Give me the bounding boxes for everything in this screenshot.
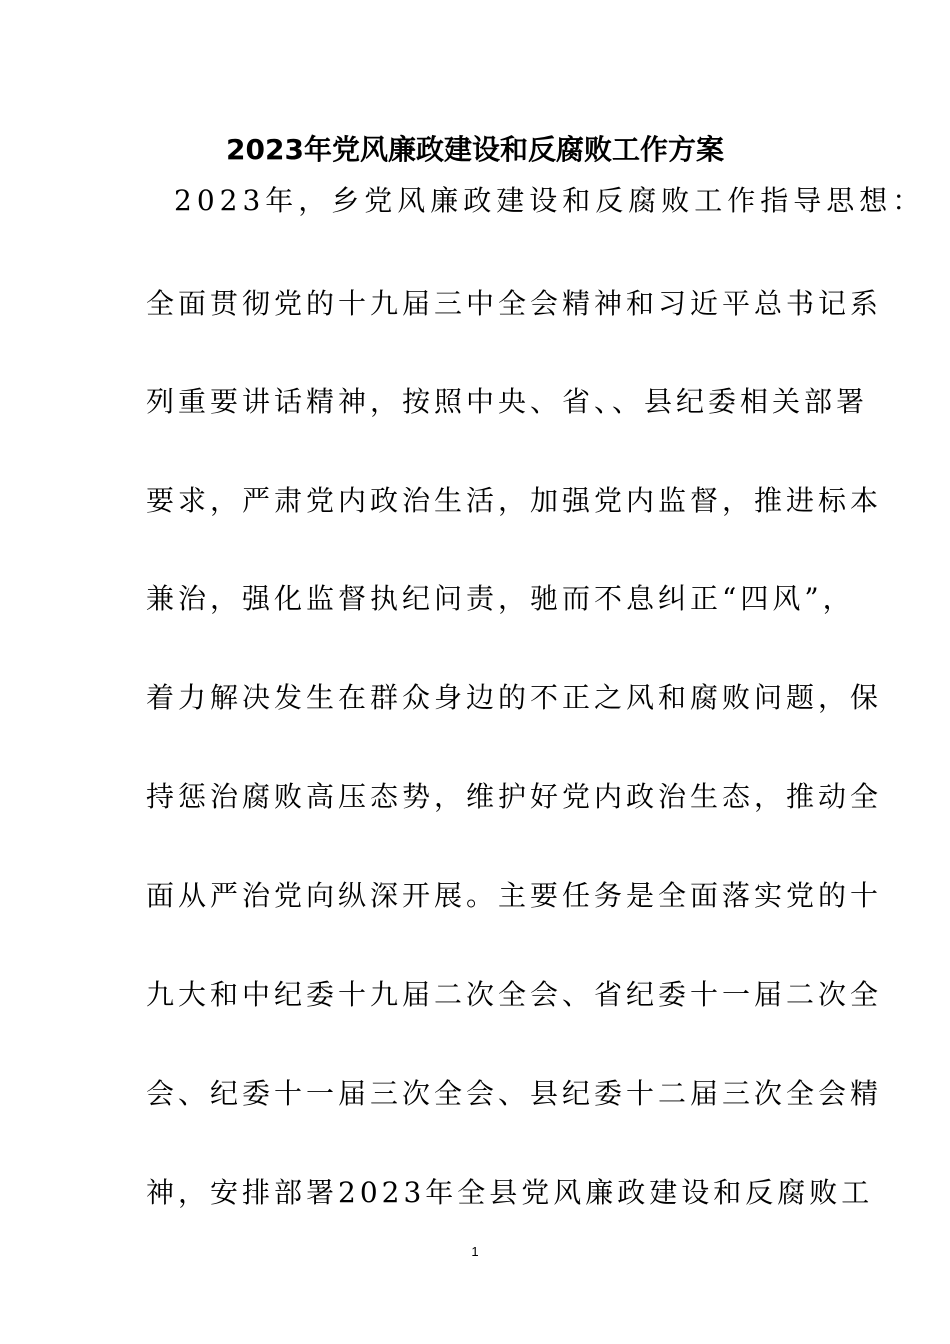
document-title: 2023年党风廉政建设和反腐败工作方案 — [226, 133, 724, 166]
body-line-9: 九大和中纪委十九届二次全会、省纪委十一届二次全 — [146, 978, 883, 1011]
body-line-7: 持惩治腐败高压态势，维护好党内政治生态，推动全 — [146, 780, 883, 813]
body-line-6: 着力解决发生在群众身边的不正之风和腐败问题，保 — [146, 681, 883, 714]
page-number: 1 — [471, 1244, 479, 1259]
body-line-4: 要求，严肃党内政治生活，加强党内监督，推进标本 — [146, 484, 883, 517]
body-line-5: 兼治，强化监督执纪问责，驰而不息纠正“四风”， — [146, 582, 855, 615]
body-line-1: 2023年，乡党风廉政建设和反腐败工作指导思想： — [174, 184, 926, 217]
body-line-3: 列重要讲话精神，按照中央、省、、县纪委相关部署 — [146, 385, 869, 418]
body-line-10: 会、纪委十一届三次全会、县纪委十二届三次全会精 — [146, 1077, 883, 1110]
body-line-2: 全面贯彻党的十九届三中全会精神和习近平总书记系 — [146, 287, 883, 320]
body-line-8: 面从严治党向纵深开展。主要任务是全面落实党的十 — [146, 879, 883, 912]
body-line-11: 神，安排部署2023年全县党风廉政建设和反腐败工 — [146, 1176, 874, 1209]
